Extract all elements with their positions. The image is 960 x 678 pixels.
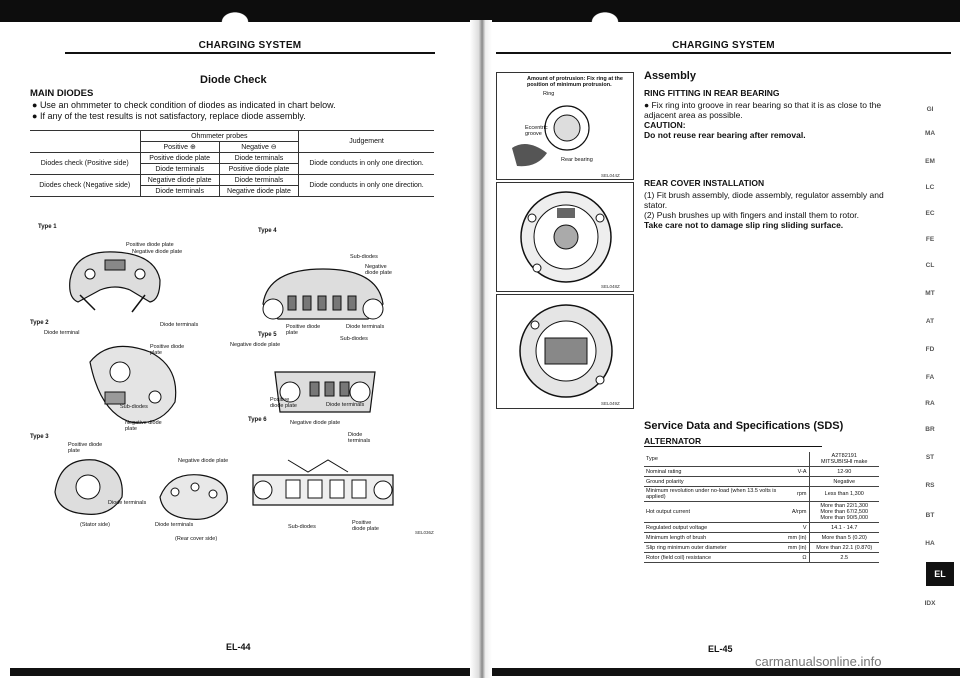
- fig-label: Diode terminals: [160, 322, 199, 328]
- rear-cover-heading: REAR COVER INSTALLATION: [644, 178, 765, 188]
- figure-code: SEL049Z: [601, 401, 620, 406]
- side-tab-ha[interactable]: HA: [925, 540, 935, 547]
- figure-code: SEL044Z: [601, 173, 620, 178]
- assembly-text: [644, 70, 909, 230]
- ring-bullet: ● Fix ring into groove in rear bearing so that it is as close to the adjacent area as possible.: [644, 100, 882, 120]
- check-label: Diodes check (Positive side): [30, 153, 140, 175]
- side-tab-idx[interactable]: IDX: [924, 600, 936, 607]
- side-tab-ma[interactable]: MA: [924, 130, 936, 137]
- fig-label: Diode terminals: [326, 402, 365, 408]
- fig-label: Negative diode plate: [132, 249, 183, 255]
- fig-label: Positive diode plate: [126, 242, 174, 248]
- sds-value: More than 22/1,300 More than 67/2,500 More than 90/5,000: [809, 502, 879, 523]
- table-cell: Negative diode plate: [140, 175, 219, 186]
- bottom-scan-bar: [10, 668, 470, 676]
- diode-check-table: [30, 130, 434, 197]
- sds-value: More than 5 (0.20): [809, 533, 879, 543]
- type3-rear-cover-illustration: [155, 467, 235, 527]
- sds-unit: [779, 477, 809, 487]
- sds-item: Ground polarity: [644, 477, 779, 487]
- sds-value: A2T82191 MITSUBISHI make: [809, 452, 879, 467]
- judgement-header: Judgement: [299, 131, 434, 153]
- table-cell: Positive diode plate: [140, 153, 219, 164]
- judgement-cell: Diode conducts in only one direction.: [299, 175, 434, 197]
- top-scan-bar: [0, 0, 960, 22]
- sds-value: More than 22.1 (0.870): [809, 543, 879, 553]
- table-corner: [30, 131, 140, 153]
- page-header: CHARGING SYSTEM: [65, 22, 435, 54]
- rear-cover-figure-2: [496, 294, 634, 409]
- sds-item: Nominal rating: [644, 467, 779, 477]
- left-page: [30, 22, 468, 668]
- side-tab-mt[interactable]: MT: [925, 290, 935, 297]
- side-tab-el[interactable]: EL: [926, 562, 954, 586]
- rear-cover-figure-1: [496, 182, 634, 292]
- alternator-assembly-drawing: [505, 300, 627, 402]
- fig-label: (Rear cover side): [175, 536, 218, 542]
- negative-header: Negative ⊖: [219, 142, 298, 153]
- bullet-list: [32, 100, 462, 122]
- rear-cover-step: (1) Fit brush assembly, diode assembly, regulator assembly and stator.: [644, 190, 884, 210]
- table-cell: Diode terminals: [140, 164, 219, 175]
- fig-label: Ring: [543, 91, 555, 97]
- type5-diode-illustration: [270, 352, 380, 422]
- sds-item: Hot output current: [644, 502, 779, 523]
- type3-label: Type 3: [30, 434, 49, 440]
- sds-item: Type: [644, 452, 779, 467]
- page-number: EL-45: [708, 644, 733, 654]
- sds-unit: V-A: [779, 467, 809, 477]
- fig-label: Sub-diodes: [120, 404, 148, 410]
- judgement-cell: Diode conducts in only one direction.: [299, 153, 434, 175]
- fig-label: Negative diode plate: [178, 458, 229, 464]
- ring-fitting-figure: [496, 72, 634, 180]
- sds-unit: rpm: [779, 487, 809, 502]
- side-tab-gi[interactable]: GI: [926, 106, 934, 113]
- side-tab-at[interactable]: AT: [925, 318, 935, 325]
- sds-unit: A/rpm: [779, 502, 809, 523]
- scan-mark: [575, 0, 635, 22]
- scan-mark: [205, 0, 265, 22]
- sds-value: 2.5: [809, 553, 879, 563]
- side-tab-ra[interactable]: RA: [925, 400, 935, 407]
- fig-label: Positive diode plate: [352, 520, 379, 532]
- page-number: EL-44: [226, 642, 251, 652]
- side-tab-fa[interactable]: FA: [925, 374, 935, 381]
- table-row: [644, 467, 879, 477]
- type2-label: Type 2: [30, 320, 49, 326]
- sds-item: Slip ring minimum outer diameter: [644, 543, 779, 553]
- bottom-scan-bar: [492, 668, 960, 676]
- table-cell: Diode terminals: [140, 186, 219, 197]
- table-row: [644, 452, 879, 467]
- fig-label: Positive diode plate: [68, 442, 103, 454]
- fig-label: Positive diode plate: [270, 397, 297, 409]
- side-tab-ec[interactable]: EC: [925, 210, 935, 217]
- type1-label: Type 1: [38, 224, 57, 230]
- table-cell: Negative diode plate: [219, 186, 298, 197]
- fig-label: Sub-diodes: [350, 254, 378, 260]
- fig-label: Diode terminals: [108, 500, 147, 506]
- alternator-heading: ALTERNATOR: [644, 436, 822, 447]
- side-tab-lc[interactable]: LC: [925, 184, 935, 191]
- sds-unit: mm (in): [779, 543, 809, 553]
- table-cell: Positive diode plate: [219, 164, 298, 175]
- sds-table: [644, 452, 879, 563]
- fig-label: Diode terminals: [346, 324, 385, 330]
- check-label: Diodes check (Negative side): [30, 175, 140, 197]
- type4-label: Type 4: [258, 228, 277, 234]
- fig-caption: Amount of protrusion: Fix ring at the position of minimum protrusion.: [527, 76, 623, 88]
- probes-header: Ohmmeter probes: [140, 131, 299, 142]
- table-row: [644, 487, 879, 502]
- fig-label: (Stator side): [80, 522, 110, 528]
- table-row: [644, 523, 879, 533]
- side-tab-br[interactable]: BR: [925, 426, 935, 433]
- rear-cover-step: (2) Push brushes up with fingers and install them to rotor.: [644, 210, 859, 220]
- table-row: [644, 543, 879, 553]
- sds-unit: V: [779, 523, 809, 533]
- figure-code: SEL036Z: [415, 530, 434, 535]
- side-tab-em[interactable]: EM: [925, 158, 935, 165]
- fig-label: Rear bearing: [561, 157, 593, 163]
- fig-label: Sub-diodes: [288, 524, 316, 530]
- fig-label: Sub-diodes: [340, 336, 368, 342]
- fig-label: Negative diode plate: [290, 420, 341, 426]
- table-row: [644, 477, 879, 487]
- type3-stator-side-illustration: [50, 452, 130, 522]
- sds-unit: mm (in): [779, 533, 809, 543]
- fig-label: Diode terminals: [155, 522, 194, 528]
- sds-value: 12-90: [809, 467, 879, 477]
- subsection-title: MAIN DIODES: [30, 88, 94, 99]
- bullet-item: ● If any of the test results is not satisfactory, replace diode assembly.: [32, 111, 306, 121]
- side-tab-st[interactable]: ST: [925, 454, 935, 461]
- caution-text: Do not reuse rear bearing after removal.: [644, 130, 806, 140]
- fig-label: Positive diode plate: [150, 344, 185, 356]
- positive-header: Positive ⊕: [140, 142, 219, 153]
- right-page: [496, 22, 951, 668]
- table-cell: Diode terminals: [219, 175, 298, 186]
- table-row: [644, 502, 879, 523]
- fig-label: Diode terminal: [44, 330, 80, 336]
- sds-item: Regulated output voltage: [644, 523, 779, 533]
- fig-label: Negative diode plate: [125, 420, 162, 432]
- sds-value: Less than 1,300: [809, 487, 879, 502]
- rear-cover-warning: Take care not to damage slip ring sliding surface.: [644, 220, 844, 230]
- caution-label: CAUTION:: [644, 120, 686, 130]
- sds-value: 14.1 - 14.7: [809, 523, 879, 533]
- sds-value: Negative: [809, 477, 879, 487]
- assembly-heading: Assembly: [644, 70, 696, 82]
- sds-item: Rotor (field coil) resistance: [644, 553, 779, 563]
- side-tab-bt[interactable]: BT: [925, 512, 935, 519]
- book-spine: [470, 20, 492, 678]
- figure-code: SEL048Z: [601, 284, 620, 289]
- fig-label: Negative diode plate: [365, 264, 392, 276]
- side-tab-fd[interactable]: FD: [925, 346, 935, 353]
- page-header: CHARGING SYSTEM: [496, 22, 951, 54]
- sds-item: Minimum revolution under no-load (when 13.5 volts is applied): [644, 487, 779, 502]
- table-row: [644, 553, 879, 563]
- type6-diode-illustration: [248, 450, 398, 520]
- section-title: Diode Check: [200, 74, 267, 86]
- type6-label: Type 6: [248, 417, 267, 423]
- type5-label: Type 5: [258, 332, 277, 338]
- sds-unit: [779, 452, 809, 467]
- sds-unit: Ω: [779, 553, 809, 563]
- fig-label: Diode terminals: [348, 432, 371, 444]
- table-row: [644, 533, 879, 543]
- ring-fitting-heading: RING FITTING IN REAR BEARING: [644, 88, 780, 98]
- side-tab-fe[interactable]: FE: [925, 236, 935, 243]
- fig-label: Positive diode plate: [286, 324, 321, 336]
- side-tab-rs[interactable]: RS: [925, 482, 935, 489]
- fig-label: Eccentric groove: [525, 125, 548, 137]
- fig-label: Negative diode plate: [230, 342, 281, 348]
- side-tab-cl[interactable]: CL: [925, 262, 935, 269]
- sds-item: Minimum length of brush: [644, 533, 779, 543]
- watermark: carmanualsonline.info: [755, 654, 882, 669]
- alternator-rear-drawing: [507, 188, 625, 286]
- sds-title: Service Data and Specifications (SDS): [644, 420, 844, 432]
- table-cell: Diode terminals: [219, 153, 298, 164]
- bullet-item: ● Use an ohmmeter to check condition of diodes as indicated in chart below.: [32, 100, 336, 110]
